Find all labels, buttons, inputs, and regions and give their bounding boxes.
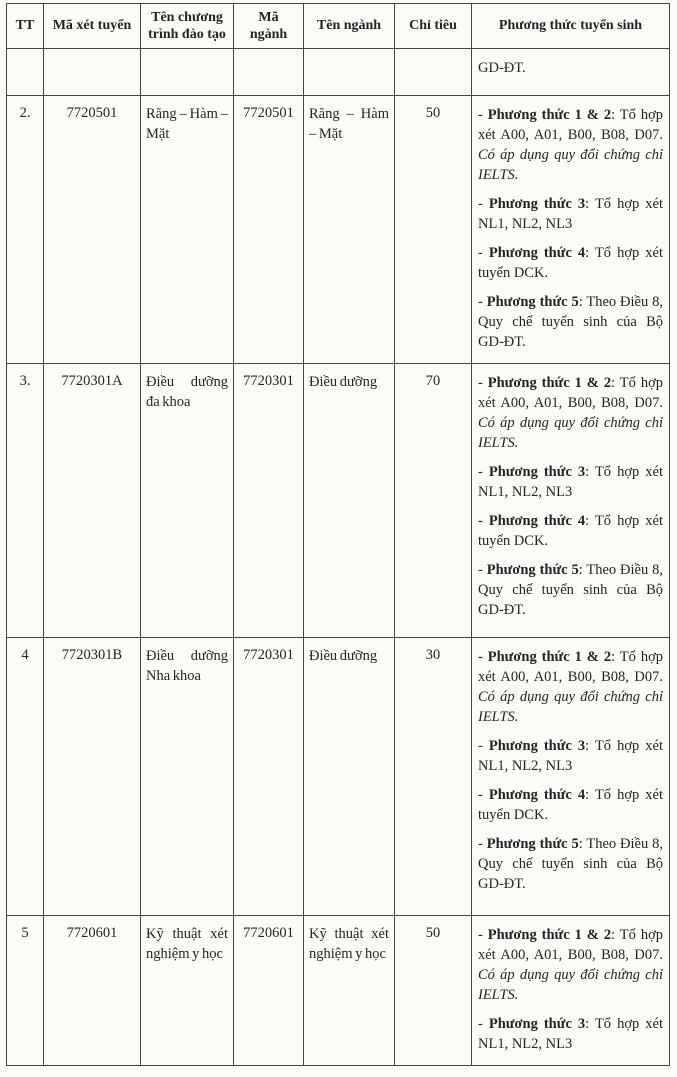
method-paragraph: - Phương thức 5: Theo Điều 8, Quy chế tuyển sinh của Bộ GD-ĐT. [478, 836, 663, 892]
method-note: Có áp dụng quy đổi chứng chỉ IELTS. [478, 689, 663, 725]
cell-ten-nganh: Điều dưỡng [304, 364, 395, 638]
cell-tt: 4 [7, 638, 44, 916]
cell-chi-tieu: 50 [395, 916, 472, 1066]
method-paragraph: - Phương thức 4: Tổ hợp xét tuyển DCK. [478, 513, 663, 549]
method-label: Phương thức 5 [486, 562, 579, 578]
cell-chi-tieu: 50 [395, 96, 472, 364]
method-label: Phương thức 3 [488, 464, 586, 480]
method-label: Phương thức 4 [488, 245, 586, 261]
cell-ma-nganh: 7720601 [234, 916, 304, 1066]
cell-ma-xet-tuyen: 7720301B [44, 638, 141, 916]
cell-ten-nganh [304, 49, 395, 96]
table-body [7, 49, 670, 1066]
header-row [7, 4, 670, 49]
table-row [7, 916, 670, 1066]
cell-ten-chuong-trinh: Răng – Hàm – Mặt [141, 96, 234, 364]
header-chi-tieu: Chỉ tiêu [395, 4, 472, 49]
method-label: Phương thức 1 & 2 [487, 927, 612, 943]
cell-ten-nganh: Điều dưỡng [304, 638, 395, 916]
cell-ten-nganh: Kỹ thuật xét nghiệm y học [304, 916, 395, 1066]
cell-ma-nganh: 7720301 [234, 364, 304, 638]
cell-chi-tieu: 30 [395, 638, 472, 916]
cell-ma-xet-tuyen: 7720301A [44, 364, 141, 638]
cell-phuong-thuc [472, 364, 670, 638]
method-note: Có áp dụng quy đổi chứng chỉ IELTS. [478, 415, 663, 451]
table-row [7, 96, 670, 364]
method-label: Phương thức 3 [488, 738, 586, 754]
method-paragraph: - Phương thức 5: Theo Điều 8, Quy chế tuyển sinh của Bộ GD-ĐT. [478, 294, 663, 350]
header-ten-nganh: Tên ngành [304, 4, 395, 49]
method-label: Phương thức 1 & 2 [487, 375, 612, 391]
cell-ma-nganh: 7720301 [234, 638, 304, 916]
cell-ma-xet-tuyen [44, 49, 141, 96]
header-phuong-thuc: Phương thức tuyển sinh [472, 4, 670, 49]
method-paragraph: - Phương thức 1 & 2: Tổ hợp xét A00, A01, B00, B08, D07. Có áp dụng quy đổi chứng chỉ IELTS. [478, 927, 663, 1003]
cell-phuong-thuc [472, 96, 670, 364]
method-label: Phương thức 1 & 2 [487, 649, 612, 665]
method-paragraph: - Phương thức 3: Tổ hợp xét NL1, NL2, NL3 [478, 464, 663, 500]
header-ten-chuong-trinh: Tên chương trình đào tạo [141, 4, 234, 49]
header-ma-xet-tuyen: Mã xét tuyển [44, 4, 141, 49]
cell-tt [7, 49, 44, 96]
cell-phuong-thuc [472, 916, 670, 1066]
header-ma-nganh: Mã ngành [234, 4, 304, 49]
cell-ten-chuong-trinh: Điều dưỡng đa khoa [141, 364, 234, 638]
method-paragraph: - Phương thức 3: Tổ hợp xét NL1, NL2, NL3 [478, 1016, 663, 1052]
method-label: Phương thức 4 [488, 513, 586, 529]
method-paragraph: GD-ĐT. [478, 60, 526, 76]
cell-chi-tieu: 70 [395, 364, 472, 638]
cell-ten-nganh: Răng – Hàm – Mặt [304, 96, 395, 364]
method-paragraph: - Phương thức 1 & 2: Tổ hợp xét A00, A01, B00, B08, D07. Có áp dụng quy đổi chứng chỉ IELTS. [478, 375, 663, 451]
method-note: Có áp dụng quy đổi chứng chỉ IELTS. [478, 147, 663, 183]
cell-ma-xet-tuyen: 7720601 [44, 916, 141, 1066]
cell-ma-nganh [234, 49, 304, 96]
method-label: Phương thức 5 [486, 836, 579, 852]
method-paragraph: - Phương thức 4: Tổ hợp xét tuyển DCK. [478, 245, 663, 281]
cell-chi-tieu [395, 49, 472, 96]
table-row [7, 638, 670, 916]
cell-tt: 5 [7, 916, 44, 1066]
cell-tt: 3. [7, 364, 44, 638]
method-label: Phương thức 1 & 2 [487, 107, 612, 123]
cell-tt: 2. [7, 96, 44, 364]
cell-ten-chuong-trinh: Kỹ thuật xét nghiệm y học [141, 916, 234, 1066]
method-label: Phương thức 3 [488, 1016, 586, 1032]
method-label: Phương thức 4 [488, 787, 586, 803]
cell-phuong-thuc [472, 49, 670, 96]
admissions-table [6, 3, 670, 1066]
method-label: Phương thức 5 [486, 294, 579, 310]
method-paragraph: - Phương thức 5: Theo Điều 8, Quy chế tuyển sinh của Bộ GD-ĐT. [478, 562, 663, 618]
cell-ma-nganh: 7720501 [234, 96, 304, 364]
table-header [7, 4, 670, 49]
method-paragraph: - Phương thức 3: Tổ hợp xét NL1, NL2, NL3 [478, 738, 663, 774]
method-paragraph: - Phương thức 1 & 2: Tổ hợp xét A00, A01, B00, B08, D07. Có áp dụng quy đổi chứng chỉ IELTS. [478, 649, 663, 725]
table-row [7, 364, 670, 638]
cell-phuong-thuc [472, 638, 670, 916]
cell-ten-chuong-trinh: Điều dưỡng Nha khoa [141, 638, 234, 916]
header-tt: TT [7, 4, 44, 49]
cell-ten-chuong-trinh [141, 49, 234, 96]
method-note: Có áp dụng quy đổi chứng chỉ IELTS. [478, 967, 663, 1003]
method-label: Phương thức 3 [488, 196, 586, 212]
table-row [7, 49, 670, 96]
cell-ma-xet-tuyen: 7720501 [44, 96, 141, 364]
method-paragraph: - Phương thức 1 & 2: Tổ hợp xét A00, A01, B00, B08, D07. Có áp dụng quy đổi chứng chỉ IELTS. [478, 107, 663, 183]
method-paragraph: - Phương thức 4: Tổ hợp xét tuyển DCK. [478, 787, 663, 823]
method-paragraph: - Phương thức 3: Tổ hợp xét NL1, NL2, NL3 [478, 196, 663, 232]
